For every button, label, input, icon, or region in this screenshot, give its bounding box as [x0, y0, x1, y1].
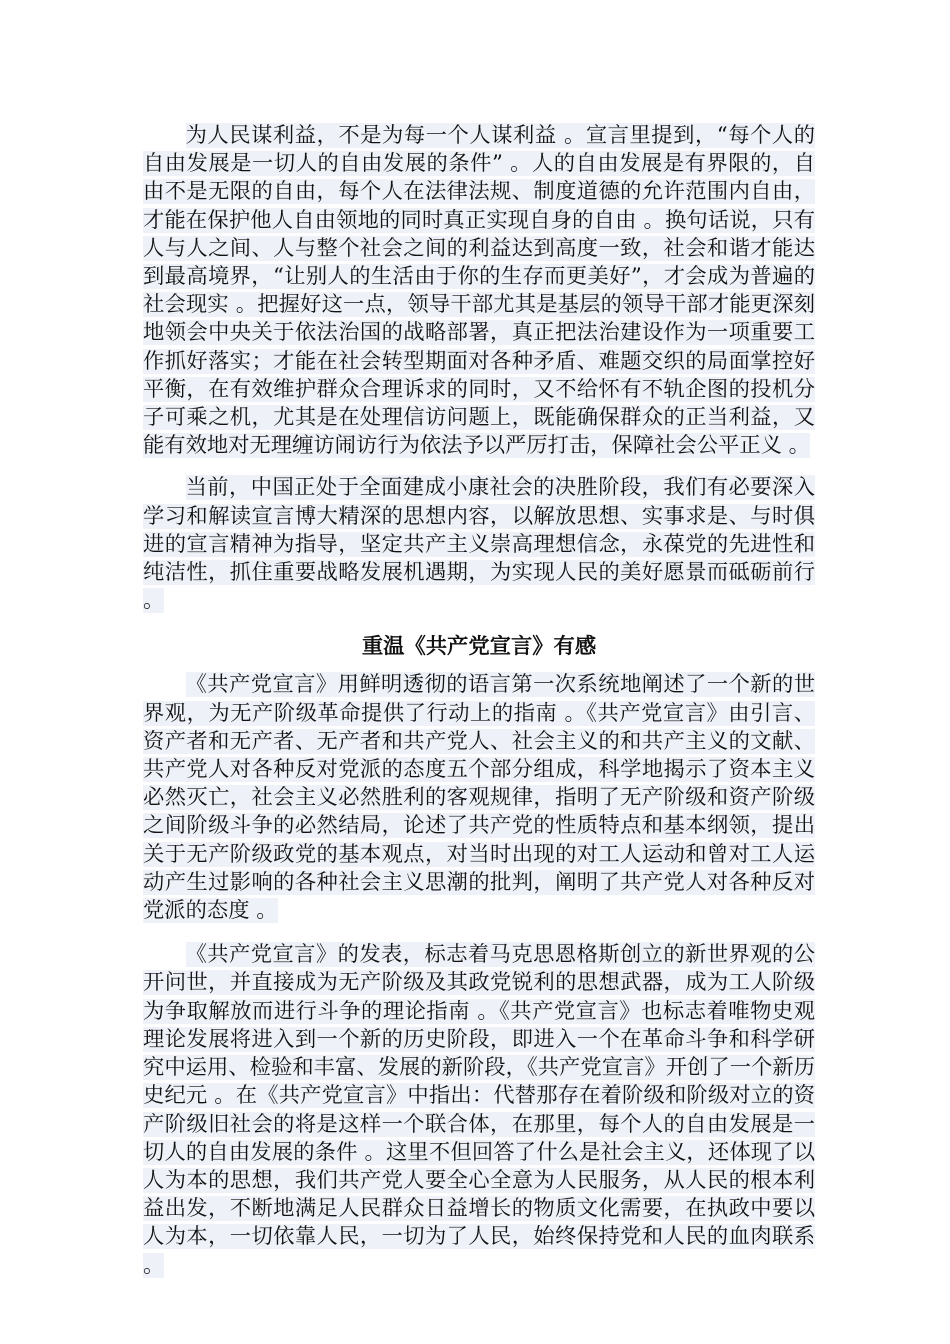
- paragraph-4: [143, 941, 815, 1279]
- paragraph-3: [143, 671, 815, 925]
- paragraph-2: [143, 474, 815, 615]
- paragraph-4-text: 《共产党宣言》的发表，标志着马克思恩格斯创立的新世界观的公开问世，并直接成为无产阶级及其政党锐利的思想武器，成为工人阶级为争取解放而进行斗争的理论指南 。《共产党宣言》也标志着唯物史观理论发展将进入到一个新的历史阶段，即进入一个在革命斗争和科学研究中运用、检验和丰富、发展的新阶段，《共产党宣言》开创了一个新历史纪元 。在《共产党宣言》中指出：代替那存在着阶级和阶级对立的资产阶级旧社会的将是这样一个联合体，在那里，每个人的自由发展是一切人的自由发展的条件 。这里不但回答了什么是社会主义，还体现了以人为本的思想，我们共产党人要全心全意为人民服务，从人民的根本利益出发，不断地满足人民群众日益增长的物质文化需要，在执政中要以人为本，一切依靠人民，一切为了人民，始终保持党和人民的血肉联系 。: [143, 942, 815, 1278]
- section-heading: 重温《共产党宣言》有感: [361, 634, 597, 660]
- paragraph-2-text: 当前，中国正处于全面建成小康社会的决胜阶段，我们有必要深入学习和解读宣言博大精深的思想内容，以解放思想、实事求是、与时俱进的宣言精神为指导，坚定共产主义崇高理想信念，永葆党的先进性和纯洁性，抓住重要战略发展机遇期，为实现人民的美好愿景而砥砺前行 。: [143, 475, 815, 614]
- document-page: [143, 122, 815, 1280]
- paragraph-3-text: 《共产党宣言》用鲜明透彻的语言第一次系统地阐述了一个新的世界观，为无产阶级革命提供了行动上的指南 。《共产党宣言》由引言、资产者和无产者、无产者和共产党人、社会主义的和共产主义的文献、共产党人对各种反对党派的态度五个部分组成，科学地揭示了资本主义必然灭亡，社会主义必然胜利的客观规律，指明了无产阶级和资产阶级之间阶级斗争的必然结局，论述了共产党的性质特点和基本纲领，提出关于无产阶级政党的基本观点，对当时出现的对工人运动和曾对工人运动产生过影响的各种社会主义思潮的批判，阐明了共产党人对各种反对党派的态度 。: [143, 672, 815, 924]
- paragraph-1-text: 为人民谋利益，不是为每一个人谋利益 。宣言里提到，“每个人的自由发展是一切人的自由发展的条件” 。人的自由发展是有界限的，自由不是无限的自由，每个人在法律法规、制度道德的允许范围内自由，才能在保护他人自由领地的同时真正实现自身的自由 。换句话说，只有人与人之间、人与整个社会之间的利益达到高度一致，社会和谐才能达到最高境界，“让别人的生活由于你的生存而更美好”，才会成为普遍的社会现实 。把握好这一点，领导干部尤其是基层的领导干部才能更深刻地领会中央关于依法治国的战略部署，真正把法治建设作为一项重要工作抓好落实；才能在社会转型期面对各种矛盾、难题交织的局面掌控好平衡，在有效维护群众合理诉求的同时，又不给怀有不轨企图的投机分子可乘之机，尤其是在处理信访问题上，既能确保群众的正当利益，又能有效地对无理缠访闹访行为依法予以严厉打击，保障社会公平正义 。: [143, 123, 815, 459]
- paragraph-1: [143, 122, 815, 460]
